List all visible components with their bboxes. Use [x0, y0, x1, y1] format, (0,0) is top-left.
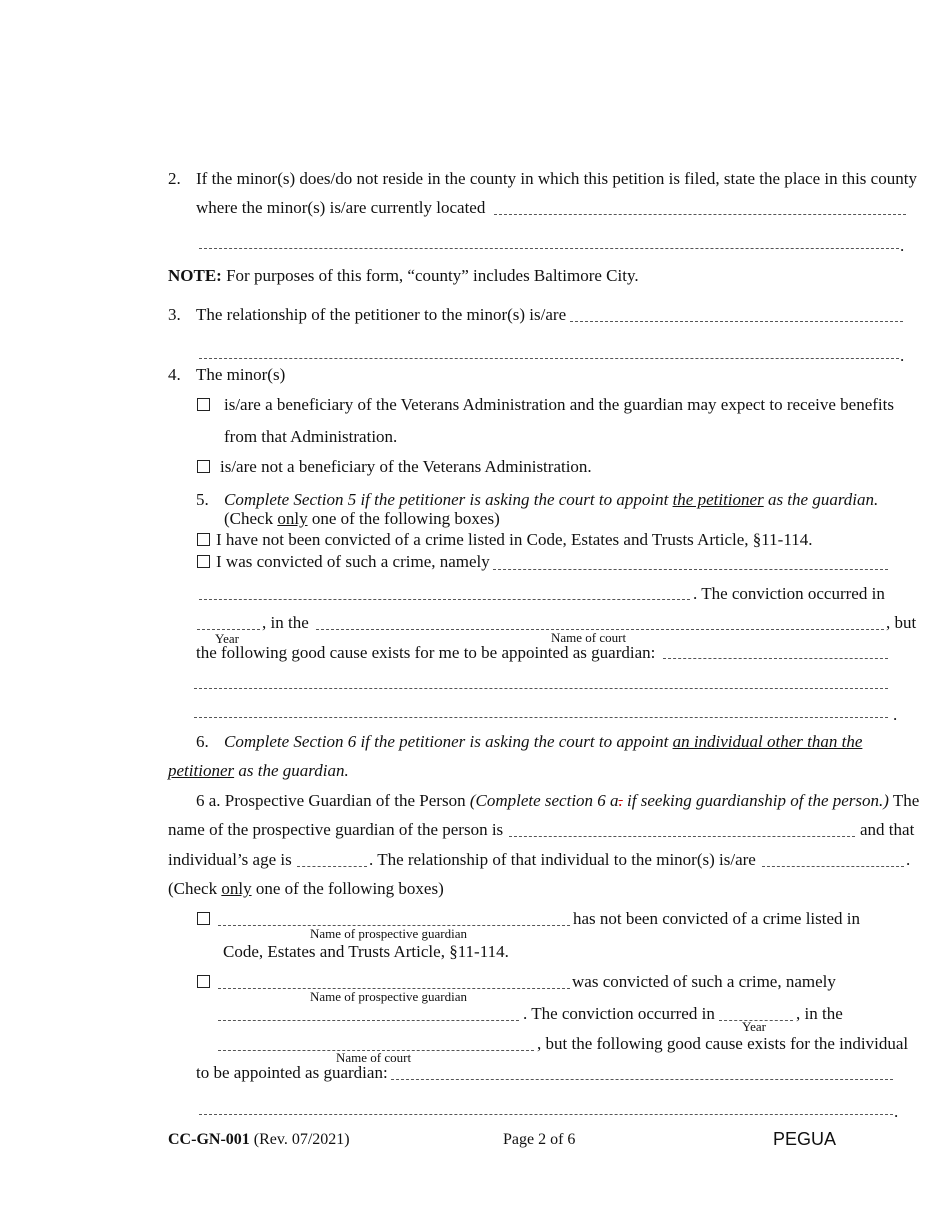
location-field-line1[interactable]	[494, 214, 906, 215]
good-cause-field-line2[interactable]	[194, 688, 888, 689]
va-beneficiary-option[interactable]: is/are a beneficiary of the Veterans Administration and the guardian may expect to receive benefits	[197, 395, 894, 415]
relationship-label: . The relationship of that individual to the minor(s) is/are	[369, 850, 756, 869]
year-caption: Year	[215, 631, 239, 646]
item-2-number: 2.	[168, 169, 181, 188]
guardian-good-cause-field-line1[interactable]	[391, 1079, 893, 1080]
crime-field-line1[interactable]	[493, 569, 888, 570]
conviction-occurred-text: . The conviction occurred in	[693, 584, 885, 603]
prospective-guardian-name-field[interactable]	[509, 836, 855, 837]
guardian-convicted-text: was convicted of such a crime, namely	[572, 972, 836, 991]
item-4-text: The minor(s)	[196, 365, 286, 384]
prospective-guardian-name-label: name of the prospective guardian of the person is	[168, 820, 504, 839]
guardian-not-convicted-checkbox[interactable]	[197, 912, 210, 925]
in-the-text: , in the	[262, 613, 309, 632]
item-6a-check-instruction: (Check only one of the following boxes)	[168, 879, 444, 898]
guardian-in-the-text: , in the	[796, 1004, 843, 1023]
relationship-field-line2[interactable]	[199, 358, 899, 359]
age-field[interactable]	[297, 866, 367, 867]
but-text: , but	[886, 613, 917, 632]
item-2-text-line1: If the minor(s) does/do not reside in the county in which this petition is filed, state the place in this county	[196, 169, 917, 188]
item-6a-heading: 6 a. Prospective Guardian of the Person (Complete section 6 a. if seeking guardianship of the person.) The	[196, 791, 920, 810]
guardian-conviction-text: . The conviction occurred in	[523, 1004, 715, 1023]
item-4-number: 4.	[168, 365, 181, 384]
period: .	[906, 850, 911, 869]
note: NOTE: For purposes of this form, “county” includes Baltimore City.	[168, 266, 639, 285]
convicted-option[interactable]: I was convicted of such a crime, namely	[197, 552, 490, 572]
age-label: individual’s age is	[168, 850, 292, 869]
guardian-name-caption-2: Name of prospective guardian	[310, 989, 468, 1004]
good-cause-text: the following good cause exists for me to be appointed as guardian:	[196, 643, 656, 662]
conviction-year-field[interactable]	[197, 629, 260, 630]
good-cause-field-line3[interactable]	[194, 717, 888, 718]
relationship-field-line1[interactable]	[570, 321, 903, 322]
guardian-year-caption: Year	[742, 1019, 766, 1034]
guardian-relationship-field[interactable]	[762, 866, 904, 867]
location-field-line2[interactable]	[199, 248, 899, 249]
item-5-number: 5.	[196, 490, 209, 509]
guardian-not-convicted-text: has not been convicted of a crime listed in	[573, 909, 861, 928]
va-not-beneficiary-option[interactable]: is/are not a beneficiary of the Veterans Administration.	[197, 457, 592, 477]
form-abbreviation: PEGUA	[773, 1129, 837, 1149]
item-5-check-instruction: (Check only one of the following boxes)	[224, 509, 500, 528]
va-beneficiary-checkbox[interactable]	[197, 398, 210, 411]
va-not-beneficiary-checkbox[interactable]	[197, 460, 210, 473]
court-caption: Name of court	[551, 630, 627, 645]
item-2-text-line2: where the minor(s) is/are currently located	[196, 198, 486, 217]
convicted-checkbox[interactable]	[197, 555, 210, 568]
va-beneficiary-option-line2: from that Administration.	[224, 427, 398, 446]
item-6-number: 6.	[196, 732, 209, 751]
item-6-instruction-line2: petitioner as the guardian.	[168, 761, 349, 780]
guardian-good-cause-field-line2[interactable]	[199, 1114, 893, 1115]
not-convicted-checkbox[interactable]	[197, 533, 210, 546]
period: .	[894, 1102, 899, 1121]
guardian-but-text: , but the following good cause exists for the individual	[537, 1034, 909, 1053]
not-convicted-option[interactable]: I have not been convicted of a crime listed in Code, Estates and Trusts Article, §11-114.	[197, 530, 812, 550]
guardian-not-convicted-checkbox-wrap[interactable]	[197, 909, 216, 929]
item-6-instruction-line1: Complete Section 6 if the petitioner is asking the court to appoint an individual other than the	[224, 732, 863, 751]
guardian-convicted-checkbox-wrap[interactable]	[197, 972, 216, 992]
guardian-appointed-text: to be appointed as guardian:	[196, 1063, 388, 1082]
good-cause-field-line1[interactable]	[663, 658, 888, 659]
form-code: CC-GN-001 (Rev. 07/2021)	[168, 1131, 350, 1148]
period: .	[900, 236, 905, 255]
guardian-court-caption: Name of court	[336, 1050, 412, 1065]
guardian-convicted-checkbox[interactable]	[197, 975, 210, 988]
crime-field-line2[interactable]	[199, 599, 690, 600]
guardian-not-convicted-text-line2: Code, Estates and Trusts Article, §11-114.	[223, 942, 509, 961]
guardian-name-caption-1: Name of prospective guardian	[310, 926, 468, 941]
period: .	[900, 346, 905, 365]
guardian-crime-field[interactable]	[218, 1020, 519, 1021]
item-3-number: 3.	[168, 305, 181, 324]
item-3-text: The relationship of the petitioner to the minor(s) is/are	[196, 305, 567, 324]
page-number: Page 2 of 6	[503, 1131, 576, 1148]
period: .	[893, 705, 898, 724]
and-that-text: and that	[860, 820, 915, 839]
item-5-instruction: Complete Section 5 if the petitioner is asking the court to appoint the petitioner as the guardian.	[224, 490, 879, 509]
